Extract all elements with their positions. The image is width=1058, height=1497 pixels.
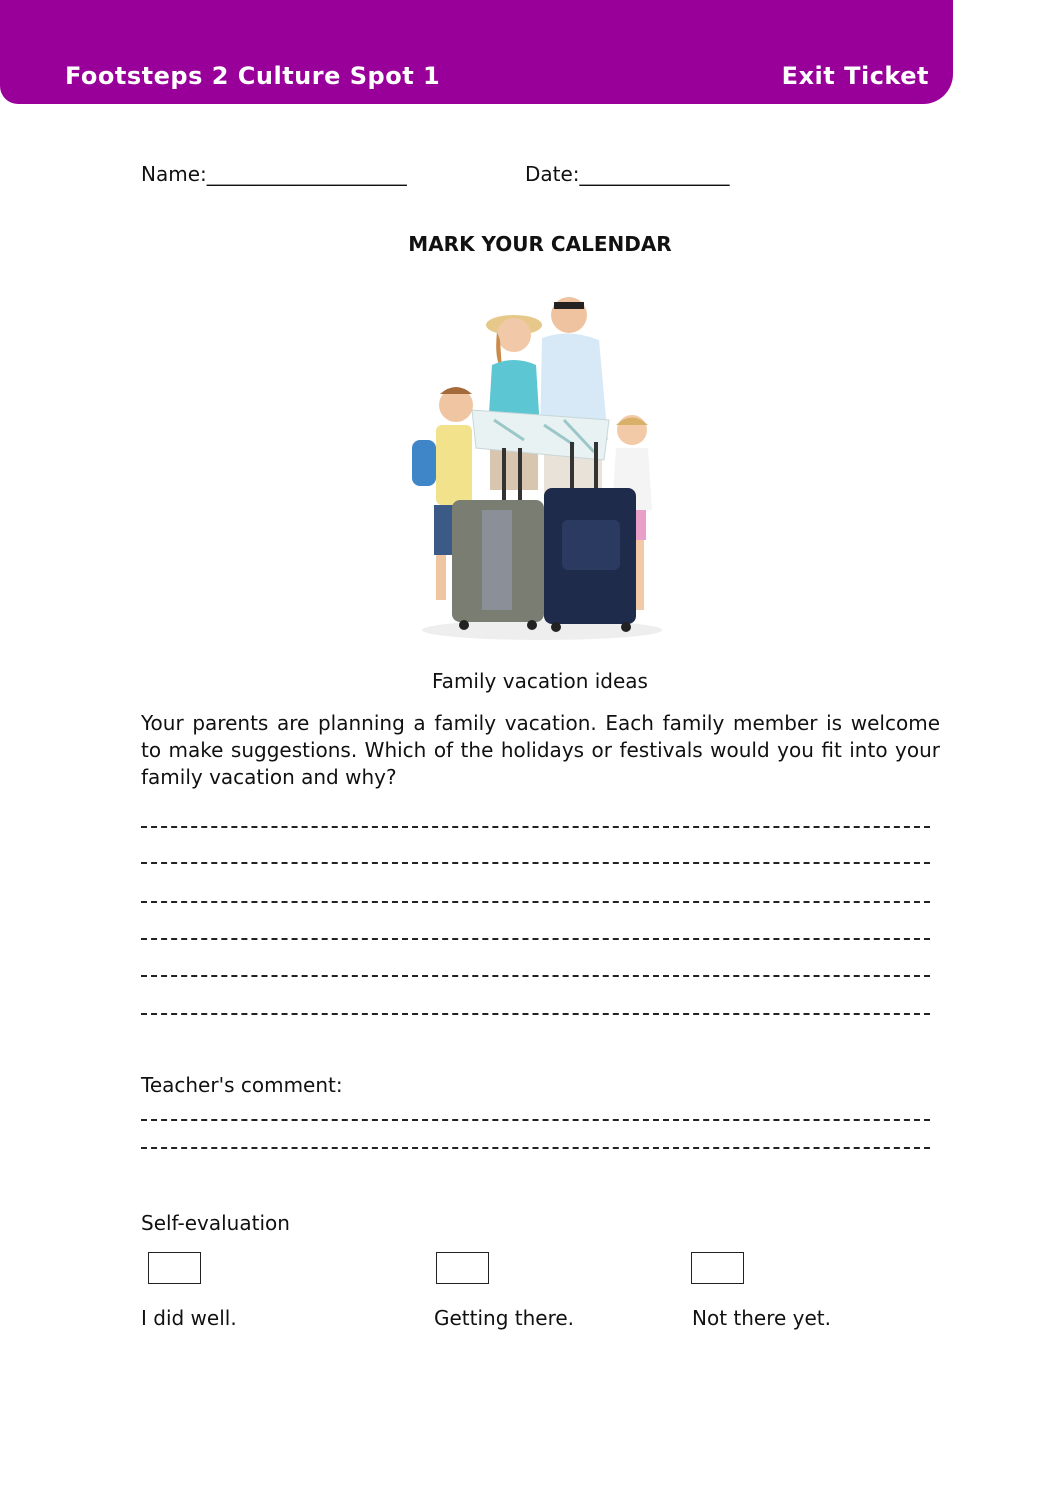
did-well-label: I did well. (141, 1306, 237, 1330)
teacher-comment-label: Teacher's comment: (141, 1073, 343, 1097)
answer-line[interactable] (141, 826, 930, 828)
answer-line[interactable] (141, 1013, 930, 1015)
worksheet-tag: Exit Ticket (781, 62, 929, 90)
not-there-yet-checkbox[interactable] (691, 1252, 744, 1284)
teacher-comment-line[interactable] (141, 1147, 930, 1149)
page-heading: MARK YOUR CALENDAR (408, 232, 672, 256)
teacher-comment-line[interactable] (141, 1119, 930, 1121)
header-banner (0, 0, 953, 104)
photo-caption: Family vacation ideas (432, 669, 648, 693)
question-prompt: Your parents are planning a family vacation. Each family member is welcome to make suggestions. Which of the holidays or festivals would you fit into your family vacation and why? (141, 711, 940, 789)
self-evaluation-label: Self-evaluation (141, 1211, 290, 1235)
did-well-checkbox[interactable] (148, 1252, 201, 1284)
getting-there-label: Getting there. (434, 1306, 575, 1330)
date-field[interactable]: Date:_______________ (525, 162, 730, 186)
family-travel-photo (394, 270, 686, 654)
not-there-yet-label: Not there yet. (692, 1306, 832, 1330)
answer-line[interactable] (141, 901, 930, 903)
answer-line[interactable] (141, 938, 930, 940)
answer-line[interactable] (141, 975, 930, 977)
getting-there-checkbox[interactable] (436, 1252, 489, 1284)
name-field[interactable]: Name:____________________ (141, 162, 407, 186)
answer-line[interactable] (141, 862, 930, 864)
worksheet-title: Footsteps 2 Culture Spot 1 (65, 62, 441, 90)
